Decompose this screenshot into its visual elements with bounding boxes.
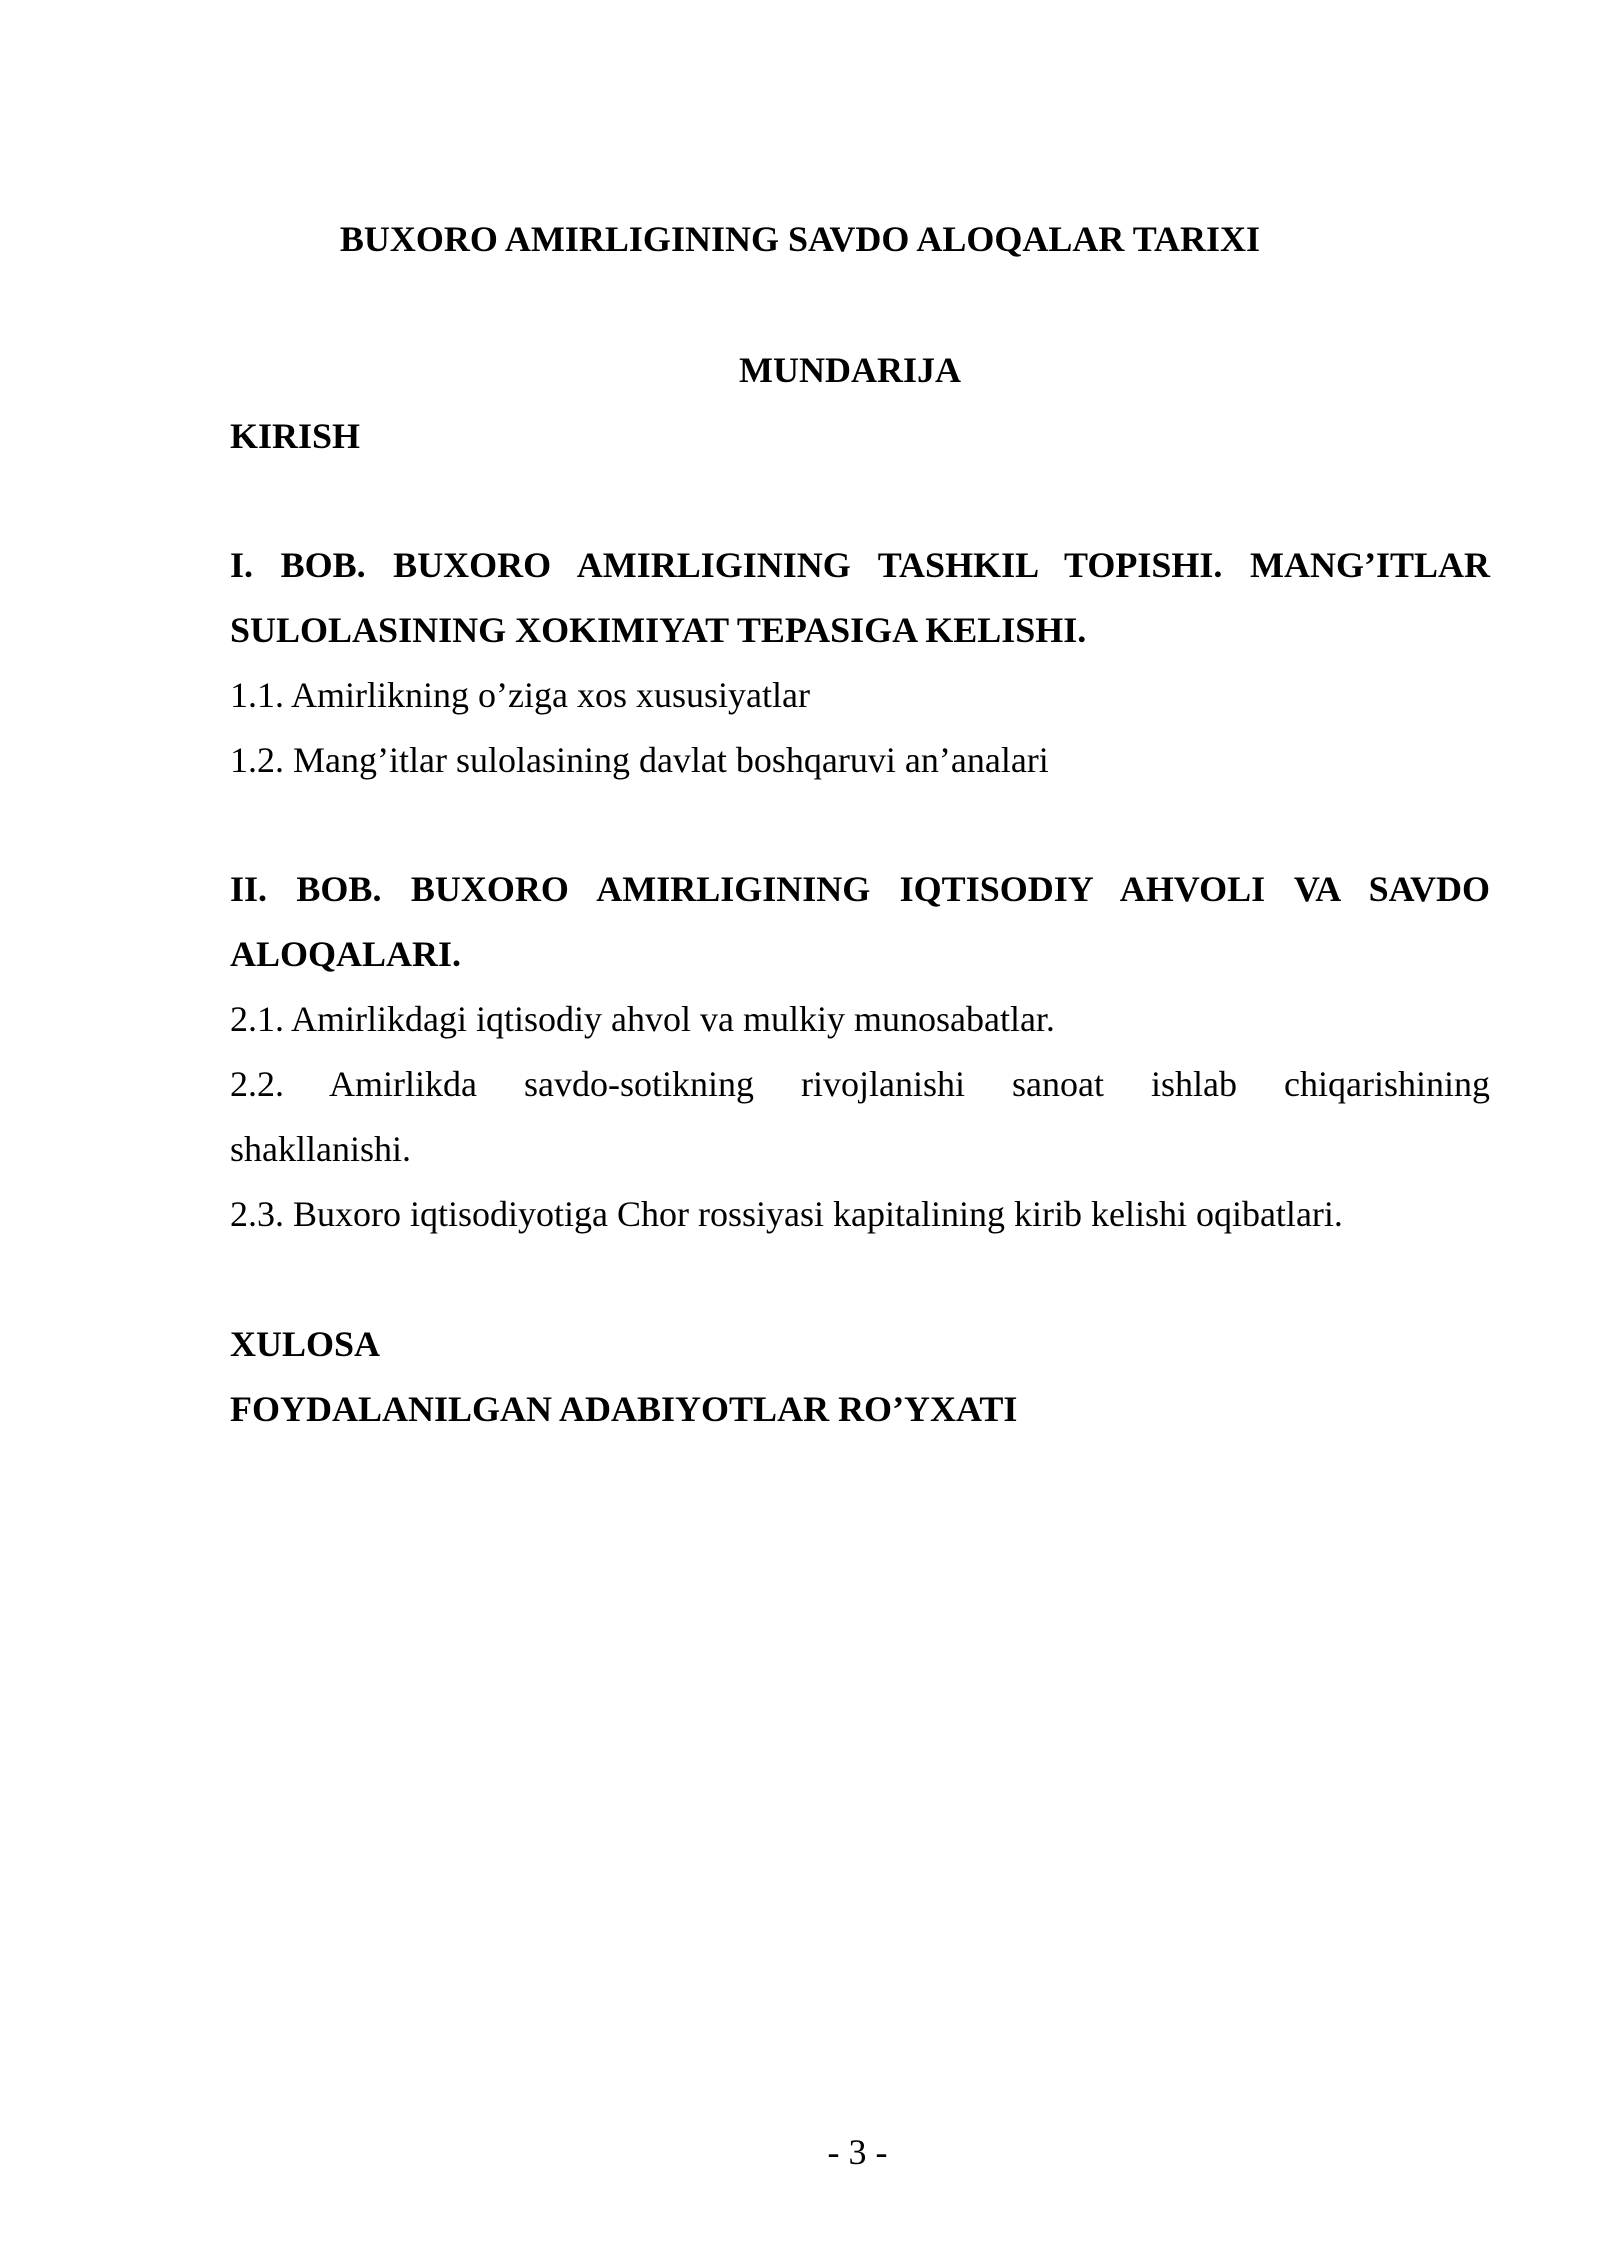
toc-item-section-2-3: 2.3. Buxoro iqtisodiyotiga Chor rossiyasi kapitalining kirib kelishi oqibatlari. (230, 1194, 1343, 1234)
toc-item-section-1-1: 1.1. Amirlikning o’ziga xos xususiyatlar (230, 675, 810, 715)
chapter2-title-line1: II. BOB. BUXORO AMIRLIGINING IQTISODIY AHVOLI VA SAVDO (230, 869, 1490, 909)
chapter2-title-line2: ALOQALARI. (230, 934, 462, 974)
toc-item-introduction: KIRISH (230, 416, 361, 456)
toc-item-section-2-1: 2.1. Amirlikdagi iqtisodiy ahvol va mulkiy munosabatlar. (230, 999, 1055, 1039)
page-number: - 3 - (827, 2132, 888, 2172)
toc-item-conclusion: XULOSA (230, 1324, 381, 1364)
chapter1-title-line1: I. BOB. BUXORO AMIRLIGINING TASHKIL TOPISHI. MANG’ITLAR (230, 545, 1490, 585)
toc-item-bibliography: FOYDALANILGAN ADABIYOTLAR RO’YXATI (230, 1389, 1018, 1429)
chapter1-title-line2: SULOLASINING XOKIMIYAT TEPASIGA KELISHI. (230, 610, 1087, 650)
toc-heading: MUNDARIJA (739, 350, 961, 390)
toc-item-section-1-2: 1.2. Mang’itlar sulolasining davlat boshqaruvi an’analari (230, 740, 1049, 780)
toc-item-section-2-2-line1: 2.2. Amirlikda savdo-sotikning rivojlanishi sanoat ishlab chiqarishining (230, 1064, 1490, 1104)
document-title: BUXORO AMIRLIGINING SAVDO ALOQALAR TARIXI (339, 219, 1261, 259)
toc-item-section-2-2-line2: shakllanishi. (230, 1129, 411, 1169)
